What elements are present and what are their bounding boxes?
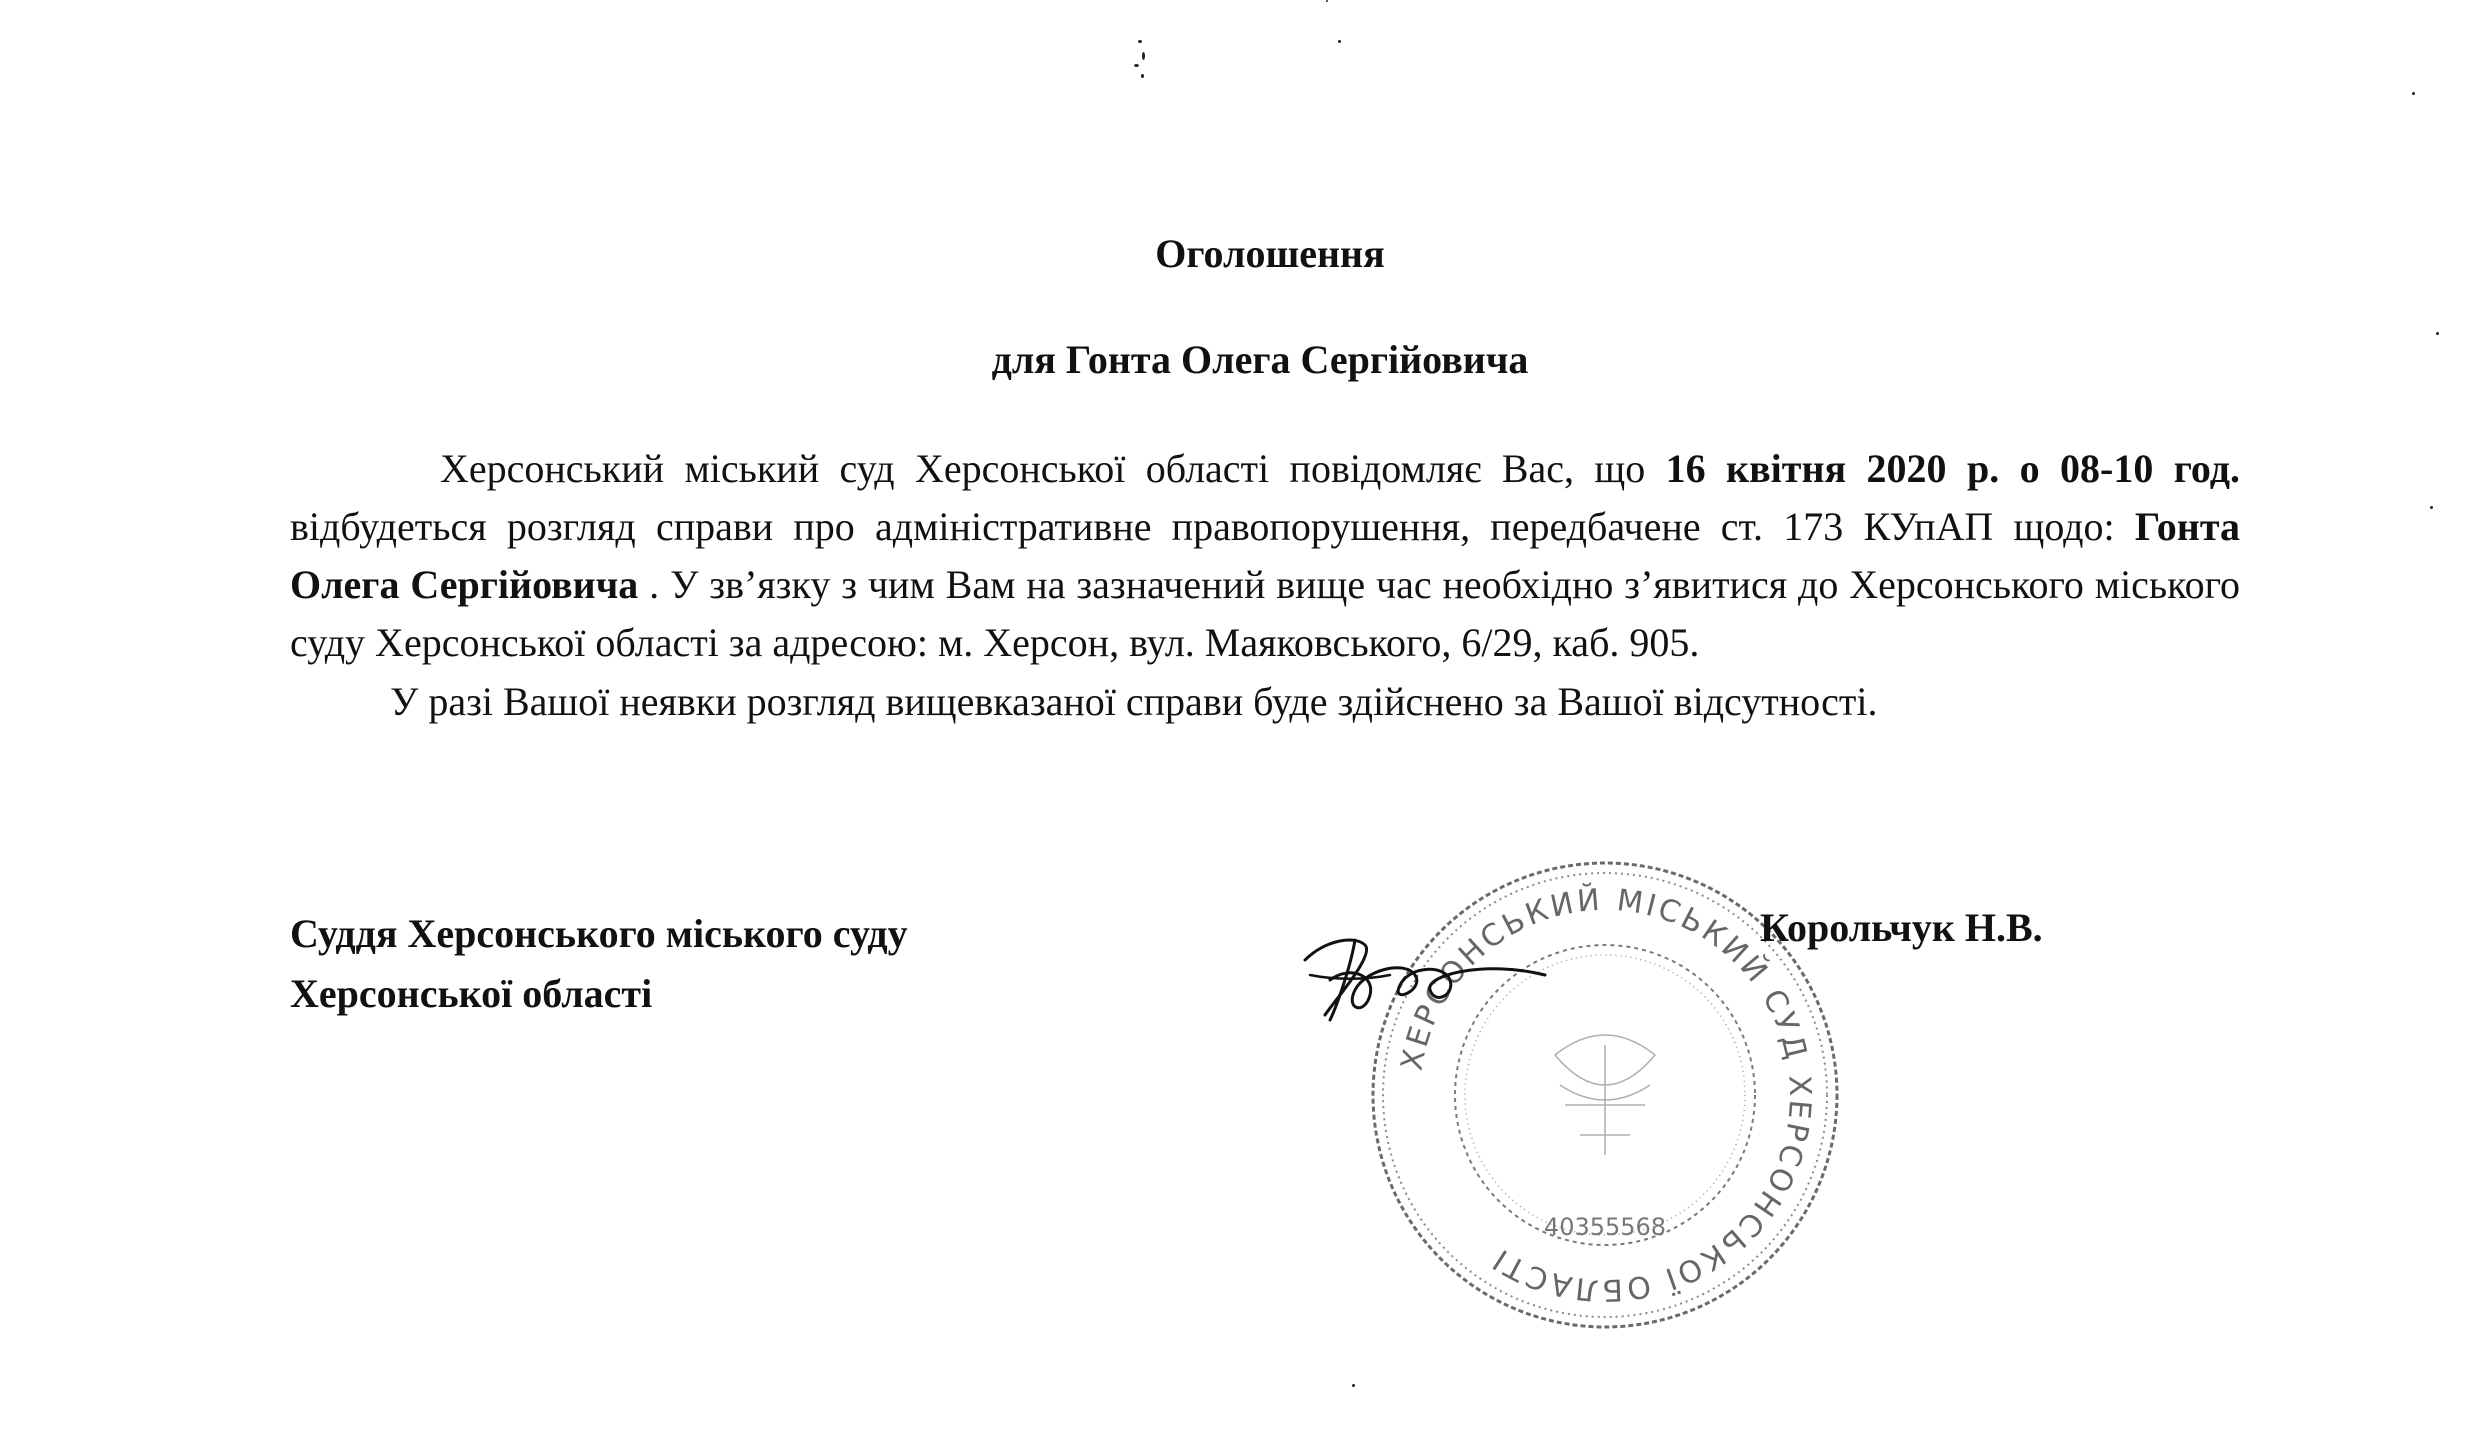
scan-speck bbox=[2412, 92, 2415, 95]
scan-speck bbox=[2430, 506, 2433, 509]
judge-name: Корольчук Н.В. bbox=[1760, 905, 2043, 950]
stamp-outer-text: ХЕРСОНСЬКИЙ МІСЬКИЙ СУД ХЕРСОНСЬКОЇ ОБЛАСТІ bbox=[1394, 882, 1818, 1308]
scan-speck bbox=[1141, 74, 1144, 78]
stamp-code: 40355568 bbox=[1543, 1213, 1667, 1241]
hearing-date: 16 квітня 2020 р. о 08-10 год. bbox=[1665, 446, 2241, 491]
recipient-line: для Гонта Олега Сергійовича bbox=[991, 337, 1529, 382]
judge-position-line-1: Суддя Херсонського міського суду bbox=[290, 911, 908, 956]
scan-speck bbox=[1142, 52, 1145, 60]
scan-speck bbox=[1352, 1384, 1355, 1387]
judge-signature bbox=[1295, 920, 1555, 1030]
paragraph-1-text-c: . У зв’язку з чим Вам на зазначений вище час необхідно з’явитися до Херсонського міського суду Херсонської області за адресою: м. Херсон, вул. Маяковського, 6/29, каб. 905. bbox=[290, 562, 2240, 665]
scan-speck bbox=[2436, 332, 2439, 335]
scan-speck bbox=[1338, 40, 1341, 43]
judge-position bbox=[290, 904, 908, 1024]
scan-speck bbox=[1138, 40, 1142, 43]
scan-speck bbox=[1326, 0, 1328, 2]
defendant-name: Гонта Олега Сергійовича bbox=[290, 504, 2240, 607]
notice-body bbox=[290, 440, 2240, 732]
paragraph-1-text-b: відбудеться розгляд справи про адміністративне правопорушення, передбачене ст. 173 КУпАП щодо: bbox=[290, 504, 2135, 549]
paragraph-1-text-a: Херсонський міський суд Херсонської області повідомляє Вас, що bbox=[440, 446, 1666, 491]
document-title: Оголошення bbox=[1155, 231, 1385, 276]
judge-position-line-2: Херсонської області bbox=[290, 971, 653, 1016]
notice-paragraph-2: У разі Вашої неявки розгляд вищевказаної справи буде здійснено за Вашої відсутності. bbox=[390, 679, 1878, 724]
scan-speck bbox=[1134, 64, 1139, 67]
notice-paragraph-1 bbox=[290, 440, 2240, 672]
